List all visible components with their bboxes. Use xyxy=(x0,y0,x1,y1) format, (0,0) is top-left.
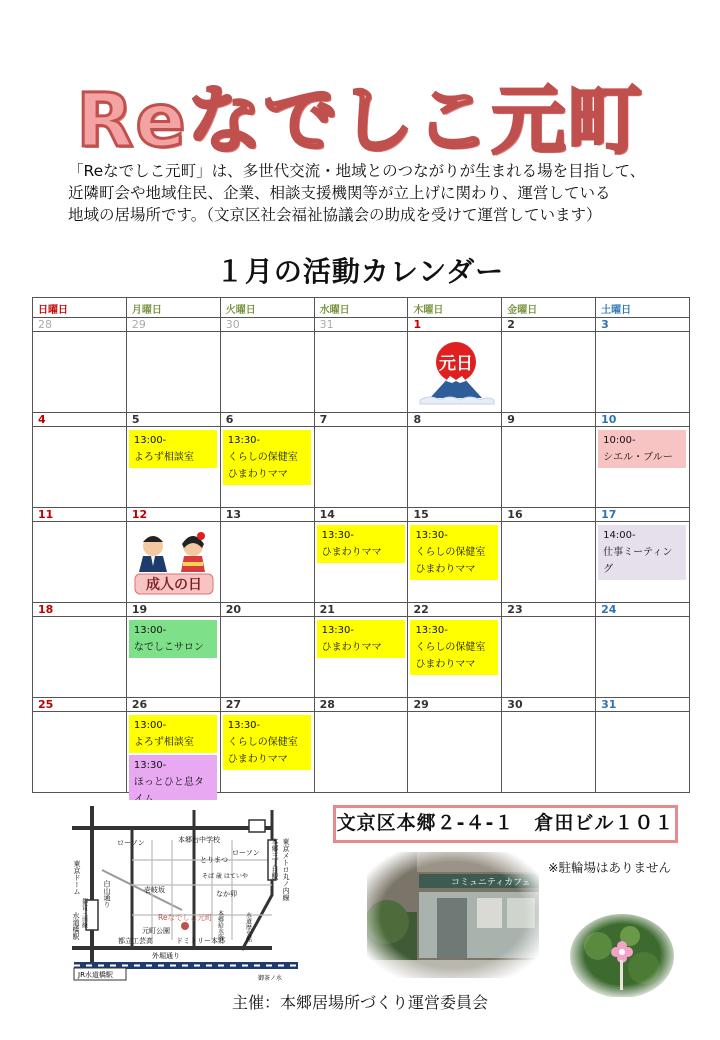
day-number: 12 xyxy=(127,508,220,522)
event-text: よろず相談室 xyxy=(133,737,194,748)
day-number: 19 xyxy=(127,603,220,617)
day-number: 28 xyxy=(33,318,126,332)
calendar-event xyxy=(598,525,686,580)
event-text: ひまわりママ xyxy=(321,642,382,653)
map-label: 本郷台中学校 xyxy=(178,836,220,844)
map-label: ローソン xyxy=(117,839,145,847)
map-label: 東京メトロ丸ノ内線 xyxy=(282,838,290,901)
day-number: 9 xyxy=(502,413,595,427)
calendar-day xyxy=(596,318,690,413)
map-label: Reなでしこ元町 xyxy=(158,913,213,922)
calendar-day xyxy=(221,413,315,508)
day-number: 20 xyxy=(221,603,314,617)
day-events xyxy=(127,617,220,658)
day-number: 29 xyxy=(408,698,501,712)
sponsor-text: 主催：本郷居場所づくり運営委員会 xyxy=(231,993,488,1012)
calendar-day xyxy=(408,508,502,603)
event-text: シエル・ブルー xyxy=(603,452,673,463)
day-events xyxy=(315,427,408,430)
calendar-day xyxy=(596,508,690,603)
event-text: 13:00- xyxy=(133,435,167,446)
calendar-day xyxy=(33,603,127,698)
map-label: 本郷給水所 xyxy=(216,910,224,940)
day-events xyxy=(408,427,501,430)
map-label: 本郷三丁目駅 xyxy=(271,838,279,880)
day-number: 14 xyxy=(315,508,408,522)
calendar-day xyxy=(33,508,127,603)
calendar-day xyxy=(315,508,409,603)
calendar-day xyxy=(33,413,127,508)
day-number: 22 xyxy=(408,603,501,617)
day-number: 8 xyxy=(408,413,501,427)
intro-line: 近隣町会や地域住民、企業、相談支援機関等が立上げに関わり、運営している xyxy=(68,184,611,202)
day-events xyxy=(221,427,314,485)
event-text: 13:30- xyxy=(321,625,355,636)
event-text: ひまわりママ xyxy=(415,659,476,670)
day-number: 28 xyxy=(315,698,408,712)
activity-calendar xyxy=(32,297,690,793)
day-events xyxy=(33,712,126,715)
map-label: 都営三田線 xyxy=(80,898,88,928)
event-text: 13:30- xyxy=(415,625,448,636)
day-events xyxy=(502,712,595,715)
calendar-day xyxy=(315,318,409,413)
calendar-day xyxy=(33,698,127,793)
map-label: JR水道橋駅 xyxy=(78,971,113,979)
event-text: 13:30- xyxy=(227,435,261,446)
event-text: 10:00- xyxy=(603,435,636,446)
address-box: 文京区本郷２-４-１ 倉田ビル１０１ xyxy=(333,805,678,843)
event-text: 13:30- xyxy=(321,530,355,541)
event-text: くらしの保健室 xyxy=(415,642,486,653)
day-events xyxy=(33,427,126,430)
event-text: 13:00- xyxy=(133,625,167,636)
calendar-day xyxy=(33,318,127,413)
day-events xyxy=(221,522,314,525)
weekday-header-cell: 土曜日 xyxy=(596,298,690,318)
new-year-fuji-icon xyxy=(416,336,496,408)
day-events xyxy=(408,332,501,335)
map-label: 元町公園 xyxy=(142,927,170,935)
day-number: 15 xyxy=(408,508,501,522)
day-events xyxy=(221,712,314,770)
day-events xyxy=(127,332,220,335)
day-number: 30 xyxy=(502,698,595,712)
day-events xyxy=(596,712,689,715)
day-number: 7 xyxy=(315,413,408,427)
weekday-header-cell: 月曜日 xyxy=(127,298,221,318)
calendar-day xyxy=(502,603,596,698)
map-label: 都立工芸高 xyxy=(118,937,153,945)
weekday-header-cell: 金曜日 xyxy=(502,298,596,318)
calendar-day xyxy=(315,698,409,793)
day-events xyxy=(502,522,595,525)
event-text: 仕事ミーティング xyxy=(603,547,673,575)
day-events xyxy=(127,427,220,468)
event-text: ほっとひと息タ xyxy=(133,777,204,788)
calendar-event xyxy=(223,715,311,770)
map-label: 白山通り xyxy=(103,880,111,908)
ganjitsu-text: 元日 xyxy=(439,354,474,374)
day-events xyxy=(408,617,501,675)
storefront-photo xyxy=(367,852,539,978)
event-text: なでしこサロン xyxy=(133,642,204,653)
day-events xyxy=(33,617,126,620)
calendar-week xyxy=(33,413,690,508)
map-graphic xyxy=(72,800,300,982)
day-events xyxy=(596,332,689,335)
event-text: 13:00- xyxy=(133,720,167,731)
map-label: そば 歳 はていや xyxy=(202,873,248,880)
calendar-event xyxy=(317,620,405,658)
day-number: 31 xyxy=(596,698,689,712)
calendar-day xyxy=(221,318,315,413)
day-number: 27 xyxy=(221,698,314,712)
day-number: 3 xyxy=(596,318,689,332)
calendar-day xyxy=(315,603,409,698)
map-label: ローソン xyxy=(232,849,260,857)
calendar-day xyxy=(127,318,221,413)
map-label: 御茶ノ水 xyxy=(258,975,283,982)
event-text: ひまわりママ xyxy=(415,564,476,575)
intro-line: 地域の居場所です。（文京区社会福祉協議会の助成を受けて運営しています） xyxy=(68,206,602,224)
calendar-week xyxy=(33,318,690,413)
day-events xyxy=(502,332,595,335)
event-text: 13:30- xyxy=(133,760,167,771)
day-number: 24 xyxy=(596,603,689,617)
day-number: 31 xyxy=(315,318,408,332)
day-number: 13 xyxy=(221,508,314,522)
day-number: 11 xyxy=(33,508,126,522)
day-number: 16 xyxy=(502,508,595,522)
day-number: 6 xyxy=(221,413,314,427)
access-map xyxy=(72,800,300,982)
event-text: よろず相談室 xyxy=(133,452,194,463)
event-text: ひまわりママ xyxy=(227,469,288,480)
day-number: 1 xyxy=(408,318,501,332)
event-text: 14:00- xyxy=(603,530,636,541)
calendar-day xyxy=(221,603,315,698)
event-text: 13:30- xyxy=(227,720,261,731)
day-events xyxy=(315,522,408,563)
map-label: なか卯 xyxy=(216,890,237,898)
intro-line: 「Reなでしこ元町」は、多世代交流・地域とのつながりが生まれる場を目指して、 xyxy=(68,162,646,180)
event-text: 13:30- xyxy=(415,530,448,541)
calendar-day xyxy=(127,603,221,698)
event-text: くらしの保健室 xyxy=(415,547,486,558)
weekday-header-cell: 火曜日 xyxy=(221,298,315,318)
map-label: ドミトリー本郷 xyxy=(176,937,225,945)
calendar-week xyxy=(33,508,690,603)
intro-text xyxy=(68,160,688,226)
calendar-event xyxy=(129,620,217,658)
day-events xyxy=(33,332,126,335)
calendar-day xyxy=(596,698,690,793)
day-number: 18 xyxy=(33,603,126,617)
day-number: 10 xyxy=(596,413,689,427)
day-number: 25 xyxy=(33,698,126,712)
day-events xyxy=(315,617,408,658)
calendar-title: １月の活動カレンダー xyxy=(215,255,505,288)
calendar-day xyxy=(127,698,221,793)
map-label: とりまつ xyxy=(200,856,228,864)
day-events xyxy=(408,712,501,715)
calendar-day xyxy=(502,698,596,793)
day-events xyxy=(315,712,408,715)
day-events xyxy=(502,617,595,620)
calendar-day xyxy=(596,413,690,508)
day-events xyxy=(596,522,689,580)
calendar-day xyxy=(502,508,596,603)
calendar-day xyxy=(502,318,596,413)
map-label: 東京ドーム xyxy=(73,860,81,895)
map-label: 水道歴史館 xyxy=(244,912,252,942)
calendar-day xyxy=(221,698,315,793)
map-label: 水道橋駅 xyxy=(72,912,80,940)
day-number: 23 xyxy=(502,603,595,617)
day-events xyxy=(221,617,314,620)
day-number: 26 xyxy=(127,698,220,712)
event-text: ひまわりママ xyxy=(227,754,288,765)
event-text: ひまわりママ xyxy=(321,547,382,558)
calendar-day xyxy=(221,508,315,603)
day-number: 30 xyxy=(221,318,314,332)
map-label: 外堀通り xyxy=(152,952,180,960)
calendar-day xyxy=(127,413,221,508)
day-events xyxy=(127,522,220,525)
calendar-day xyxy=(408,698,502,793)
calendar-event xyxy=(410,620,498,675)
map-label: 壱岐坂 xyxy=(144,886,165,894)
day-number: 5 xyxy=(127,413,220,427)
day-events xyxy=(221,332,314,335)
weekday-header-cell: 水曜日 xyxy=(315,298,409,318)
calendar-event xyxy=(410,525,498,580)
calendar-event xyxy=(223,430,311,485)
day-number: 29 xyxy=(127,318,220,332)
flower-photo xyxy=(570,912,675,997)
calendar-event xyxy=(598,430,686,468)
day-events xyxy=(315,332,408,335)
weekday-header-cell: 木曜日 xyxy=(408,298,502,318)
calendar-day xyxy=(502,413,596,508)
day-events xyxy=(502,427,595,430)
coming-of-age-icon xyxy=(131,526,217,598)
day-events xyxy=(408,522,501,580)
day-events xyxy=(127,712,220,810)
weekday-header xyxy=(33,298,690,318)
day-events xyxy=(596,427,689,468)
event-text: くらしの保健室 xyxy=(227,452,298,463)
calendar-day xyxy=(408,318,502,413)
calendar-day xyxy=(596,603,690,698)
calendar-week xyxy=(33,698,690,793)
day-number: 2 xyxy=(502,318,595,332)
calendar-event xyxy=(317,525,405,563)
day-number: 21 xyxy=(315,603,408,617)
calendar-day xyxy=(408,413,502,508)
seijin-text: 成人の日 xyxy=(145,577,202,593)
calendar-week xyxy=(33,603,690,698)
calendar-day xyxy=(127,508,221,603)
parking-note: ※駐輪場はありません xyxy=(548,860,671,875)
page-title: Reなでしこ元町 xyxy=(76,78,644,164)
calendar-day xyxy=(315,413,409,508)
calendar-event xyxy=(129,715,217,753)
calendar-event xyxy=(129,430,217,468)
day-events xyxy=(33,522,126,525)
day-events xyxy=(596,617,689,620)
weekday-header-cell: 日曜日 xyxy=(33,298,127,318)
day-number: 17 xyxy=(596,508,689,522)
day-number: 4 xyxy=(33,413,126,427)
calendar-day xyxy=(408,603,502,698)
event-text: くらしの保健室 xyxy=(227,737,298,748)
